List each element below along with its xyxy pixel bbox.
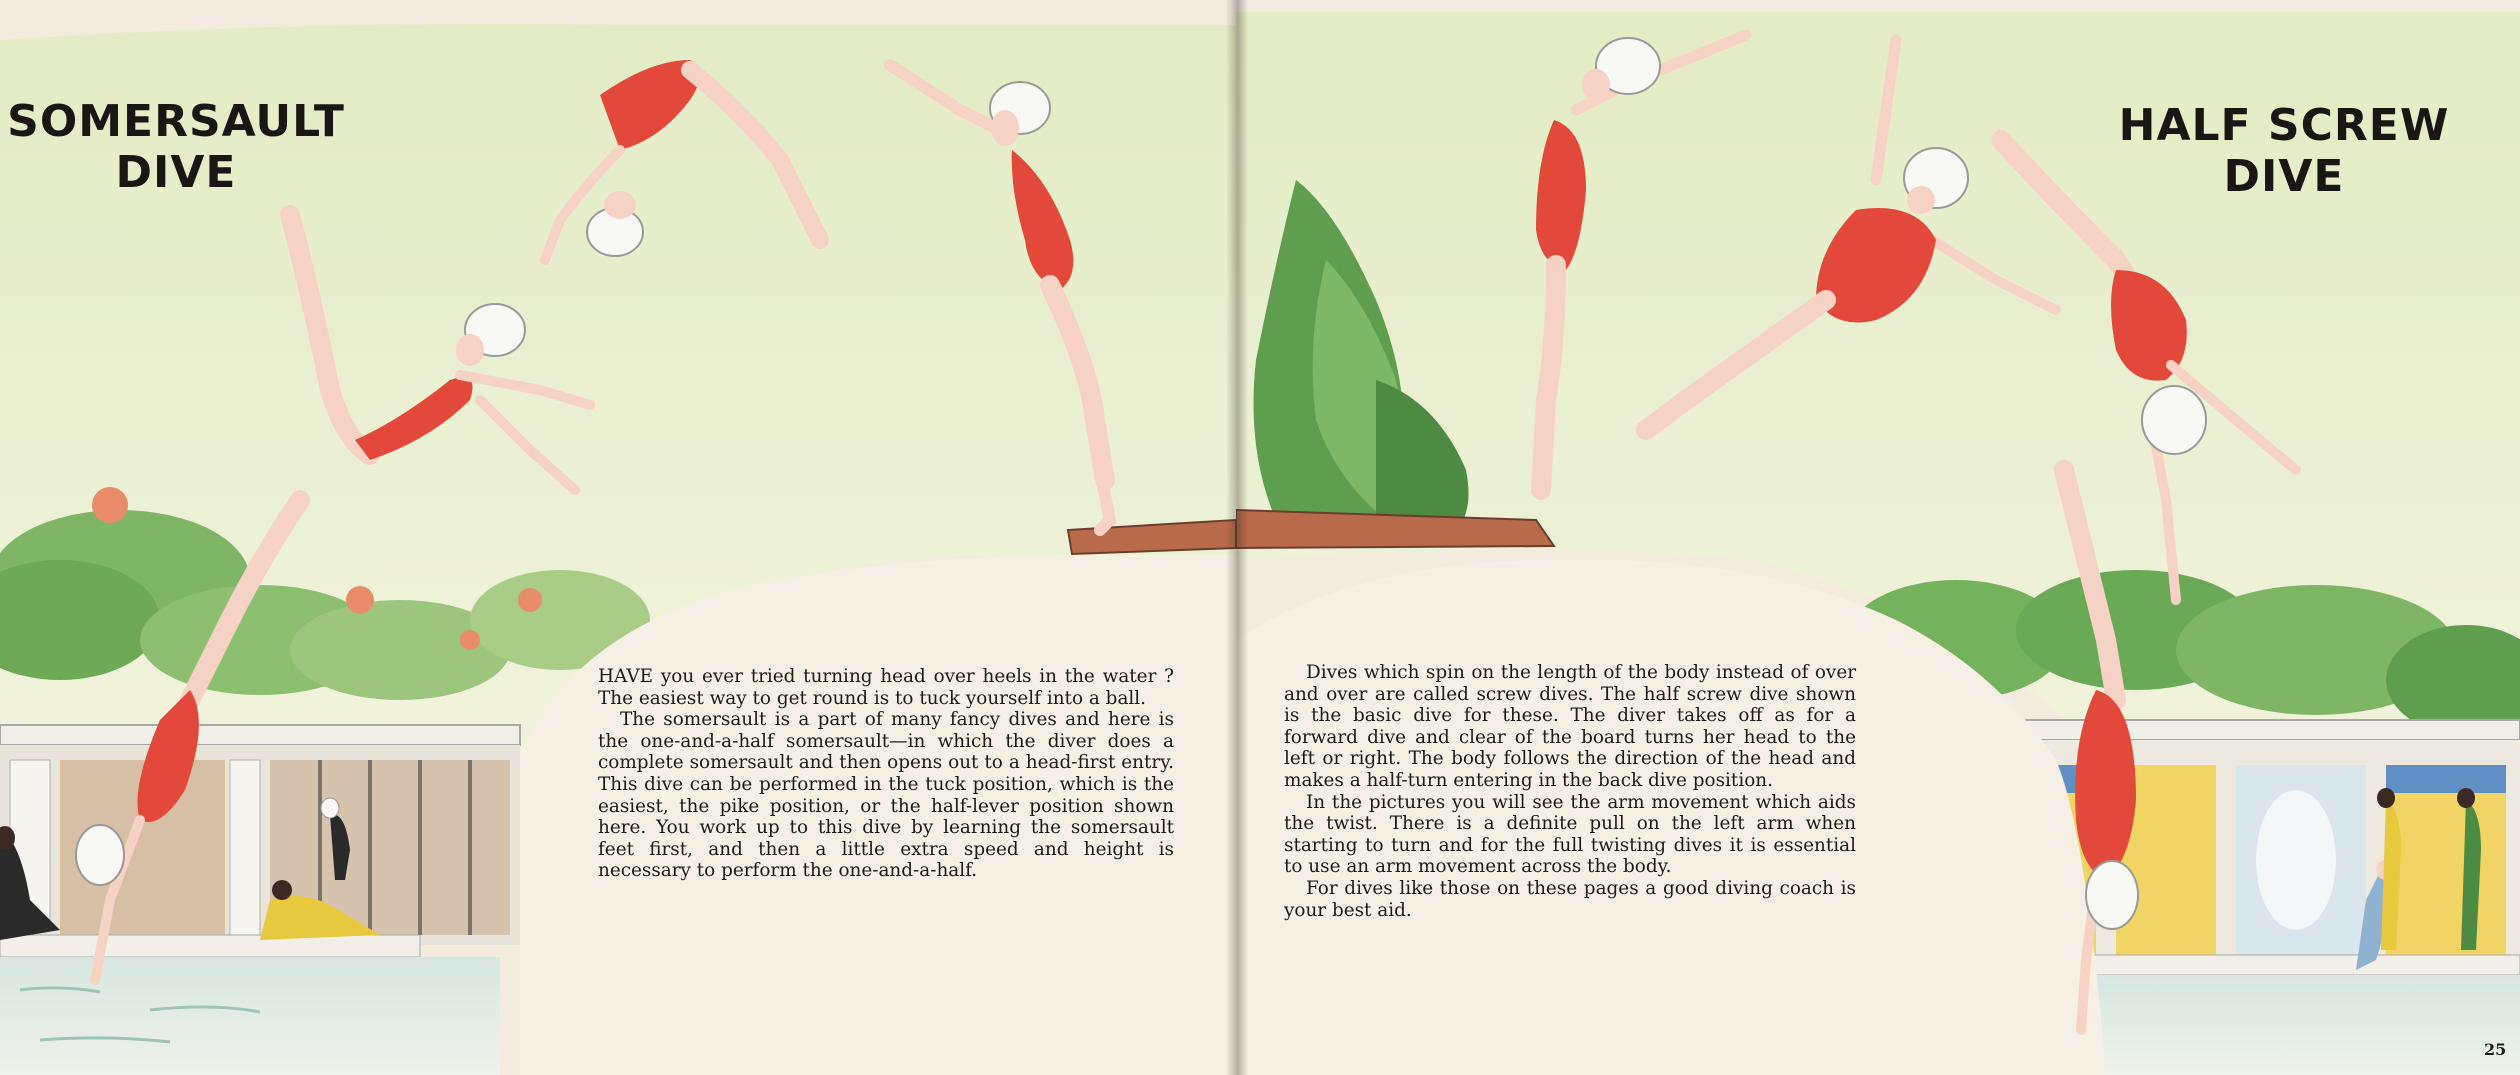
right-page	[1236, 0, 2520, 1075]
title-line-1: SOMERSAULT	[7, 96, 345, 147]
paragraph: For dives like those on these pages a good diving coach is your best aid.	[1284, 877, 1856, 921]
paragraph: The somersault is a part of many fancy dives and here is the one-and-a-half somersault—in which the diver does a complete somersault and then opens out to a head-first entry. This dive can be performed in the tuck position, which is the easiest, the pike position, or the half-lever position shown here. You work up to this dive by learning the somersault feet first, and then a little extra speed and height is necessary to perform the one-and-a-half.	[598, 709, 1174, 882]
title-line-2: DIVE	[115, 147, 237, 198]
pool-water	[0, 957, 500, 1075]
half-screw-body-text	[1284, 662, 1856, 921]
somersault-title	[0, 96, 352, 198]
left-page	[0, 0, 1236, 1075]
half-screw-title	[2084, 100, 2484, 202]
page-number: 25	[2484, 1040, 2507, 1059]
paragraph: HAVE you ever tried turning head over heels in the water ? The easiest way to get round is to tuck yourself into a ball.	[598, 666, 1174, 709]
title-line-1: HALF SCREW	[2118, 100, 2450, 151]
paragraph: In the pictures you will see the arm movement which aids the twist. There is a definite pull on the left arm when starting to turn and for the full twisting dives it is essential to use an arm movement across the body.	[1284, 791, 1856, 878]
paragraph: Dives which spin on the length of the body instead of over and over are called screw dives. The half screw dive shown is the basic dive for these. The diver takes off as for a forward dive and clear of the board turns her head to the left or right. The body follows the direction of the head and makes a half-turn entering in the back dive position.	[1284, 662, 1856, 791]
title-line-2: DIVE	[2223, 151, 2345, 202]
somersault-body-text	[598, 666, 1174, 882]
